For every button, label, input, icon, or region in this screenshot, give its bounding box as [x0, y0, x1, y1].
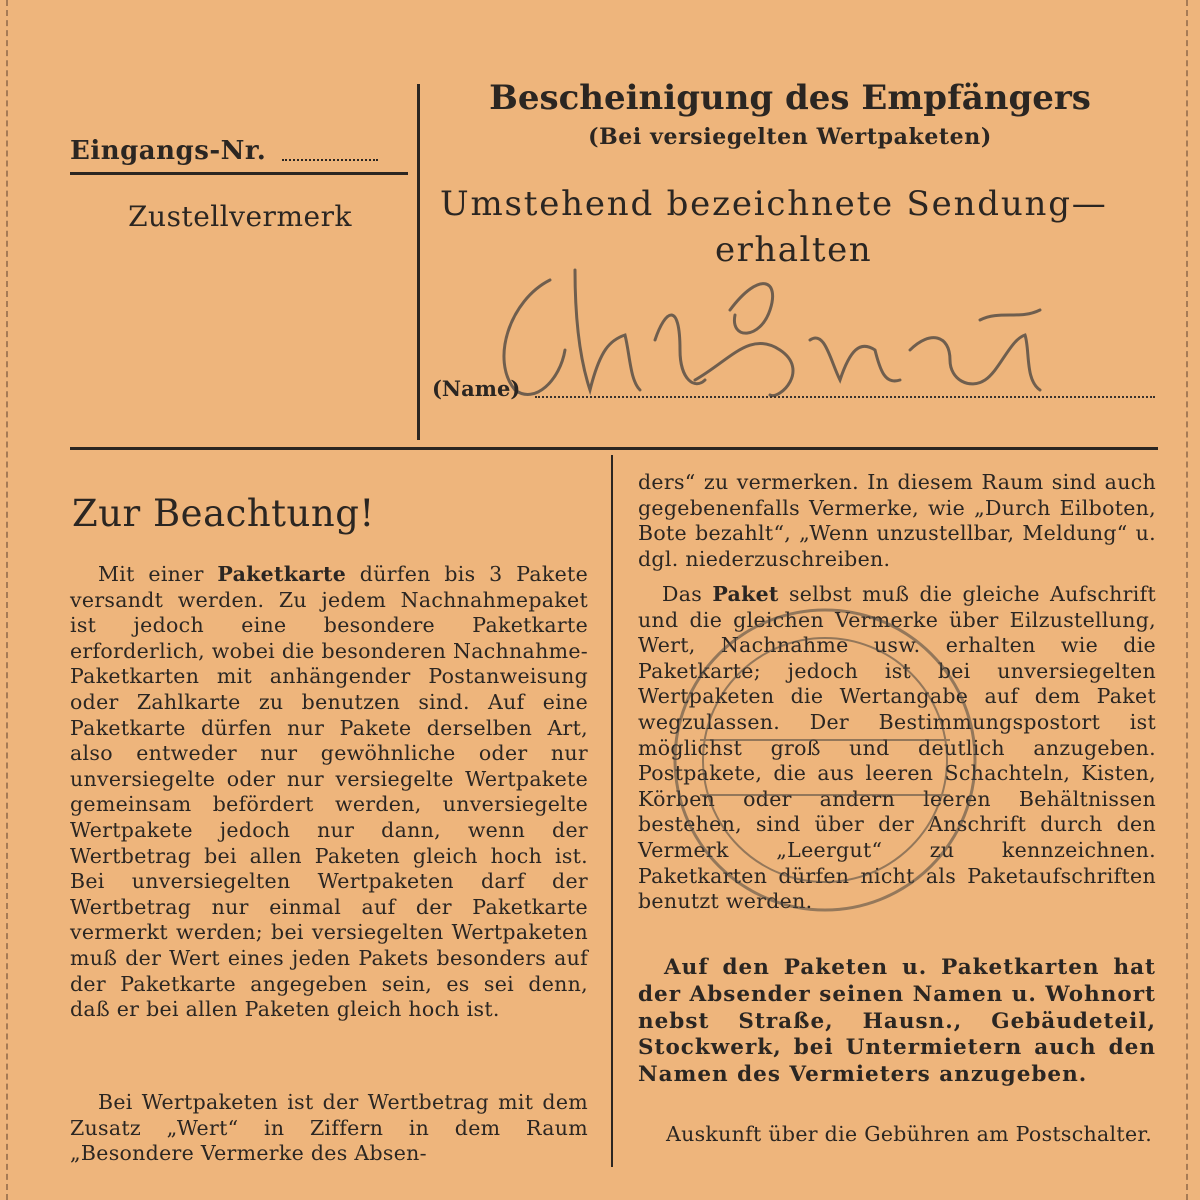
notice-left-paragraph-2: Bei Wertpaketen ist der Wertbetrag mit dem Zusatz „Wert“ in Ziffern in dem Raum „Besondere Vermerke des Absen-	[70, 1090, 588, 1166]
name-label: (Name)	[432, 376, 521, 401]
name-dotted-line	[535, 396, 1155, 398]
notice-right-paragraph-3: Auf den Paketen u. Paketkarten hat der Absender seinen Namen u. Wohnort nebst Straße, Hausn., Gebäudeteil, Stockwerk, bei Untermietern auch den Namen des Vermieters anzugeben.	[638, 955, 1156, 1088]
certificate-line-1: Umstehend bezeichnete Sendung—	[440, 184, 1108, 224]
perforation-left	[6, 0, 8, 1200]
top-divider	[417, 84, 420, 440]
notice-left-paragraph-1: Mit einer Paketkarte dürfen bis 3 Pakete versandt werden. Zu jedem Nachnahmepaket ist jedoch eine besondere Paketkarte erforderlich, wobei die besonderen Nachnahme-Paketkarten mit anhängender Postanweisung oder Zahlkarte zu benutzen sind. Auf eine Paketkarte dürfen nur Pakete derselben Art, also entweder nur gewöhnliche oder nur unversiegelte oder nur versiegelte Wertpakete gemeinsam befördert werden, unversiegelte Wertpakete jedoch nur dann, wenn der Wertbetrag bei allen Paketen gleich hoch ist. Bei unversiegelten Wertpaketen darf der Wertbetrag nur einmal auf der Paketkarte vermerkt werden; bei versiegelten Wertpaketen muß der Wert eines jeden Pakets besonders auf der Paketkarte angegeben sein, es sei denn, daß er bei allen Paketen gleich hoch ist.	[70, 562, 589, 1022]
notice-heading: Zur Beachtung!	[72, 492, 375, 535]
bottom-divider	[611, 455, 613, 1167]
notice-right-paragraph-4: Auskunft über die Gebühren am Postschalter.	[666, 1122, 1153, 1146]
notice-right-paragraph-2: Das Paket selbst muß die gleiche Aufschrift und die gleichen Vermerke über Eilzustellung, Wert, Nachnahme usw. erhalten wie die Paketkarte; jedoch ist bei unversiegelten Wertpaketen die Wertangabe auf dem Paket wegzulassen. Der Bestimmungspostort ist möglichst groß und deutlich anzugeben. Postpakete, die aus leeren Schachteln, Kisten, Körben oder andern leeren Behältnissen bestehen, sind über der Anschrift durch den Vermerk „Leergut“ zu kennzeichnen. Paketkarten dürfen nicht als Paketaufschriften benutzt werden.	[638, 582, 1156, 914]
eingang-label: Eingangs-Nr.	[70, 136, 267, 166]
certificate-title: Bescheinigung des Empfängers	[489, 78, 1091, 118]
middle-separator	[70, 447, 1158, 450]
zustellvermerk-label: Zustellvermerk	[128, 200, 352, 233]
notice-right-paragraph-1: ders“ zu vermerken. In diesem Raum sind auch gegebenenfalls Vermerke, wie „Durch Eilboten, Bote bezahlt“, „Wenn unzustellbar, Meldung“ u. dgl. niederzuschreiben.	[638, 470, 1156, 571]
eingang-underline	[70, 172, 408, 175]
perforation-right	[1186, 0, 1188, 1200]
eingang-dotted-line	[282, 159, 378, 161]
signature-icon	[480, 240, 1080, 420]
certificate-line-2: erhalten	[715, 230, 873, 270]
postmark-stamp-icon	[660, 590, 990, 930]
certificate-subtitle: (Bei versiegelten Wertpaketen)	[588, 124, 992, 150]
